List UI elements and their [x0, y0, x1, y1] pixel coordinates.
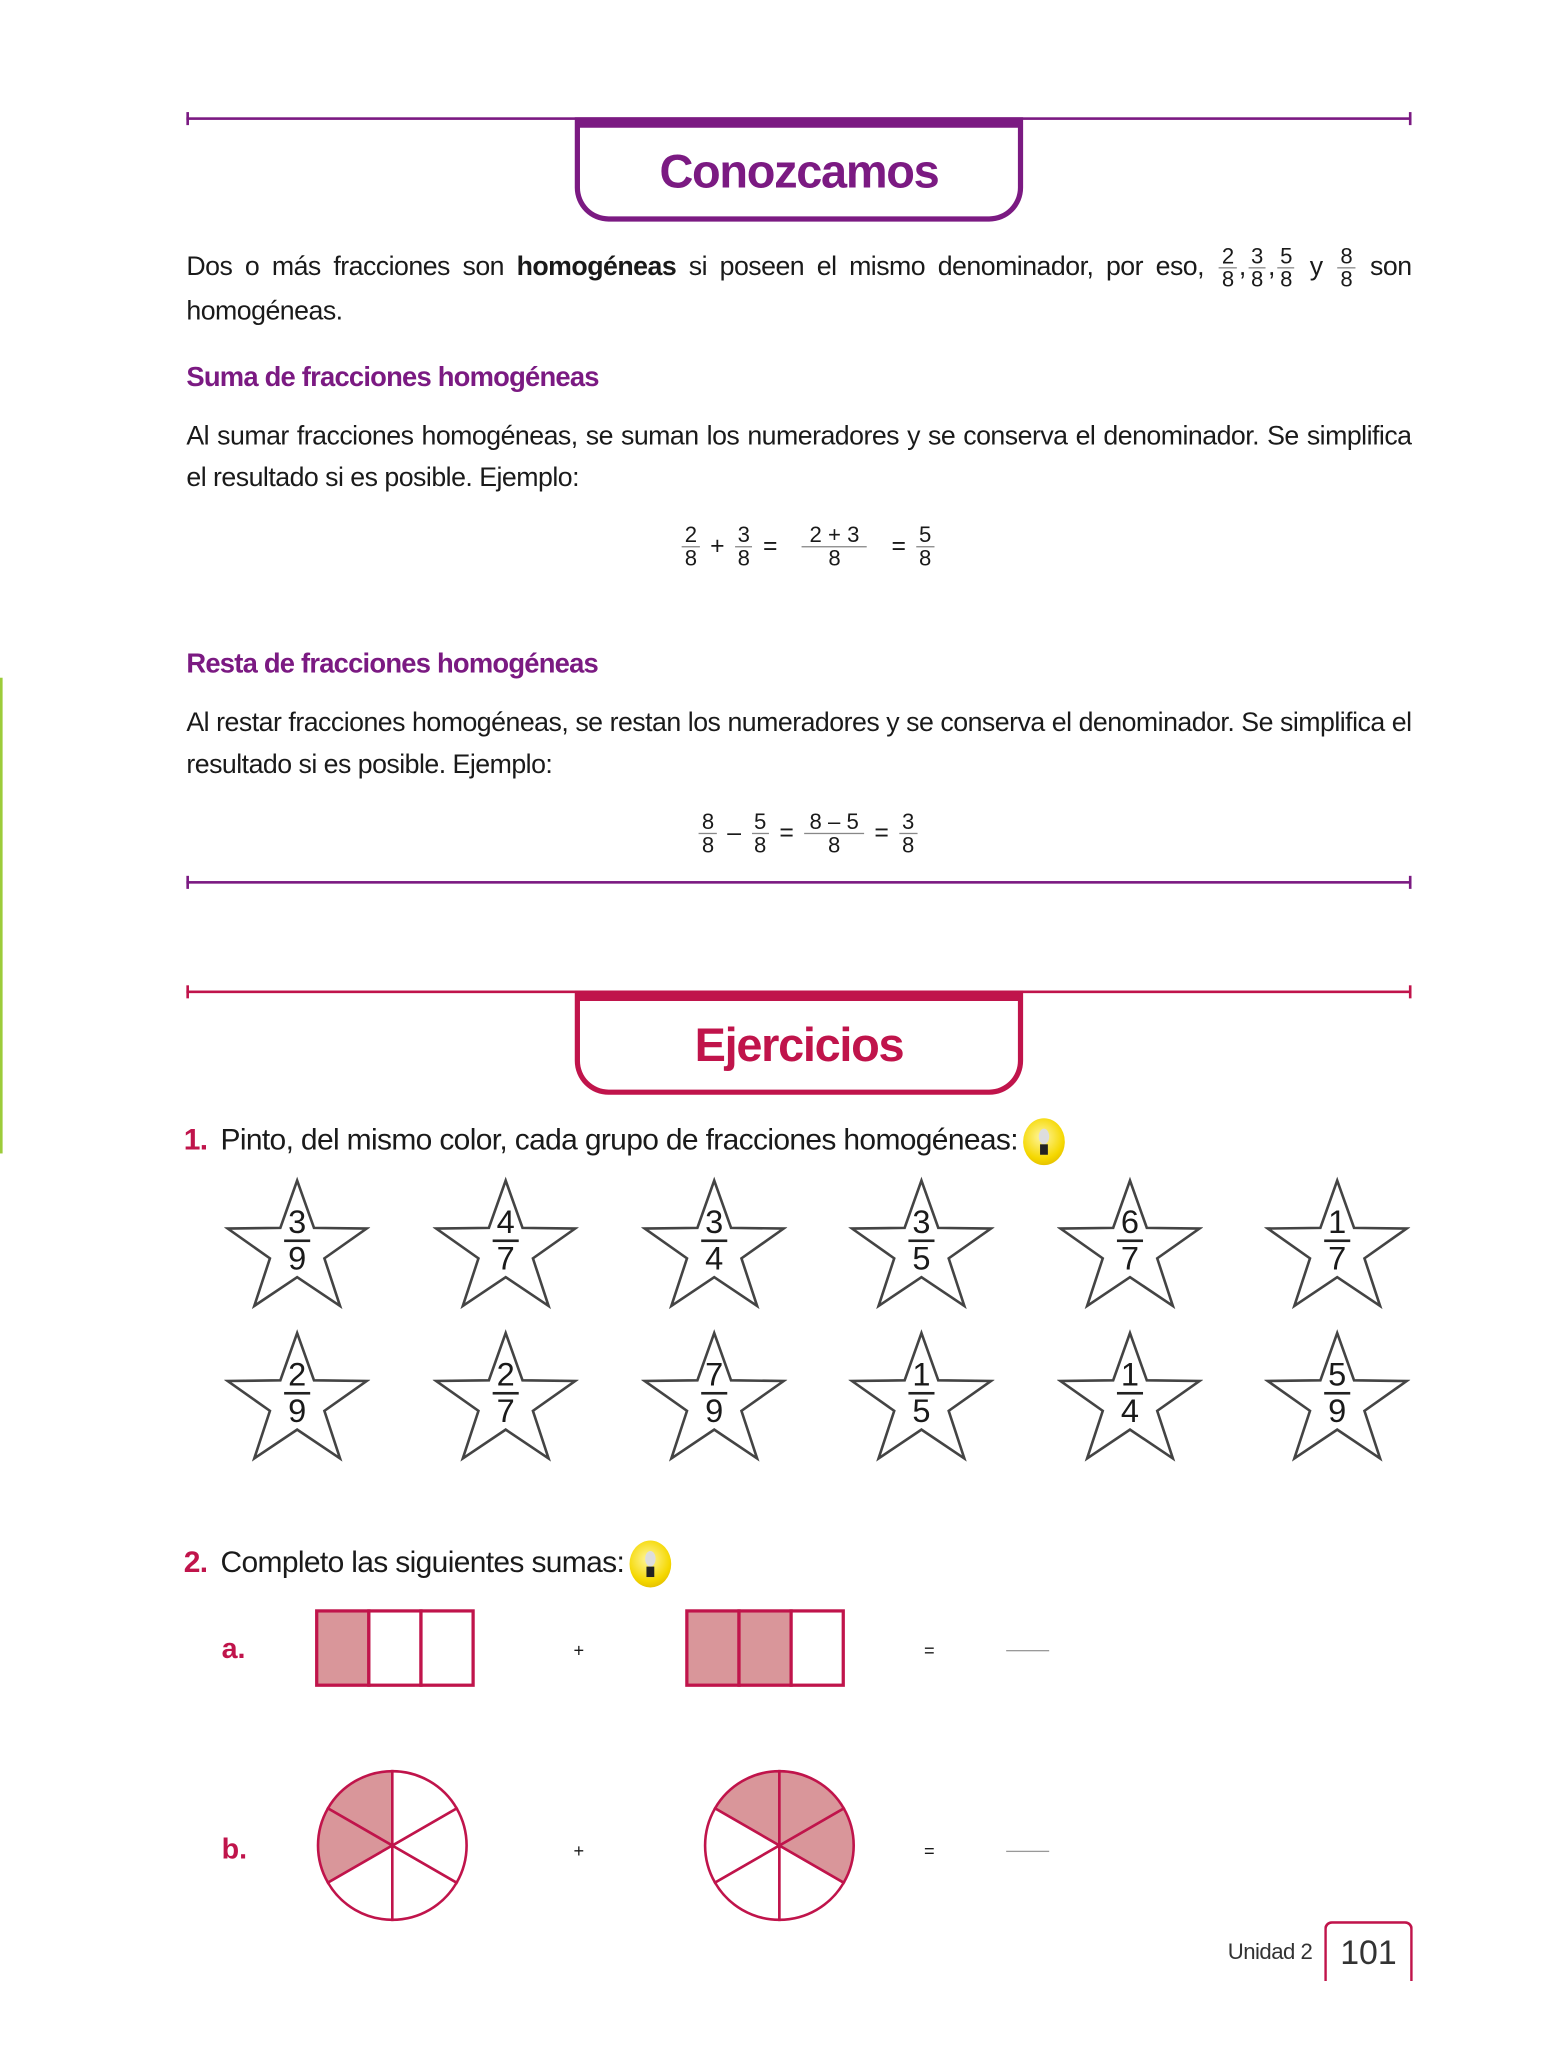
empty-part: [421, 1611, 473, 1685]
empty-part: [791, 1611, 843, 1685]
star-fraction: [848, 1358, 994, 1428]
denominator: 5: [912, 1240, 931, 1278]
equals-sign: =: [779, 819, 794, 847]
equals-sign: =: [924, 1639, 935, 1661]
answer-fraction-blank[interactable]: [1006, 1851, 1049, 1852]
fraction: [804, 811, 864, 857]
fraction-star[interactable]: [641, 1327, 787, 1468]
star-fraction: [641, 1358, 787, 1428]
fraction-star[interactable]: [1057, 1174, 1203, 1315]
numerator: 8: [1338, 245, 1355, 268]
suma-formula: [0, 524, 1564, 570]
intro-text-2: si poseen el mismo denominador, por eso,: [676, 251, 1217, 282]
fraction-star[interactable]: [1264, 1174, 1410, 1315]
numerator: 3: [908, 1206, 934, 1242]
numerator: 6: [1117, 1206, 1143, 1242]
denominator: 7: [496, 1393, 515, 1430]
numerator: 5: [1324, 1358, 1350, 1394]
star-fraction: [1264, 1358, 1410, 1428]
fraction: [802, 524, 868, 570]
shaded-part: [687, 1611, 739, 1685]
star-fraction: [224, 1358, 370, 1428]
item-label-b: b.: [221, 1832, 248, 1866]
equals-sign: =: [874, 819, 889, 847]
page-number: 101: [1324, 1921, 1413, 1981]
denominator: 9: [705, 1393, 724, 1430]
fraction-star[interactable]: [224, 1327, 370, 1468]
question-2: [184, 1541, 671, 1588]
comma: ,: [1267, 251, 1275, 282]
star-fraction: [848, 1206, 994, 1276]
question-number: 1.: [183, 1122, 208, 1157]
numerator: 3: [701, 1206, 727, 1242]
denominator: 7: [1120, 1240, 1140, 1278]
fraction: [1248, 245, 1265, 291]
question-text: Pinto, del mismo color, cada grupo de fracciones homogéneas:: [220, 1122, 1018, 1157]
empty-part: [369, 1611, 421, 1685]
comma: ,: [1238, 251, 1246, 282]
denominator: 9: [288, 1393, 307, 1430]
denominator: 5: [912, 1393, 931, 1430]
star-fraction: [433, 1206, 579, 1276]
denominator: 8: [737, 546, 751, 571]
suma-heading: Suma de fracciones homogéneas: [186, 362, 599, 393]
fraction: [1338, 245, 1355, 291]
question-number: 2.: [183, 1544, 208, 1579]
numerator: 2: [284, 1358, 310, 1394]
question-1: [184, 1118, 1065, 1165]
fraction: [699, 811, 717, 857]
numerator: 1: [908, 1358, 934, 1394]
section-title-ejercicios: Ejercicios: [575, 991, 1023, 1095]
fraction: [751, 811, 769, 857]
star-fraction: [224, 1206, 370, 1276]
lightbulb-icon: [629, 1541, 671, 1588]
bar-model-left: [314, 1608, 476, 1689]
question-text: Completo las siguientes sumas:: [220, 1544, 625, 1579]
intro-paragraph: [186, 245, 1411, 332]
denominator: 7: [1328, 1240, 1347, 1278]
intro-text: Dos o más fracciones son: [186, 251, 517, 282]
lightbulb-icon: [1023, 1118, 1065, 1165]
and-word: y: [1309, 251, 1323, 282]
resta-paragraph: Al restar fracciones homogéneas, se restan los numeradores y se conserva el denominador. Se simplifica el resultado si es posible. Ejemplo:: [186, 707, 1412, 780]
fraction-star[interactable]: [1264, 1327, 1410, 1468]
section-divider: [186, 881, 1411, 884]
numerator: 3: [1248, 245, 1265, 268]
intro-tail: son homogéneas.: [186, 251, 1412, 326]
numerator: 3: [284, 1206, 310, 1242]
numerator: 8: [699, 811, 717, 834]
numerator: 3: [735, 524, 753, 547]
numerator: 3: [899, 811, 917, 834]
denominator: 4: [705, 1240, 724, 1278]
numerator: 2: [1219, 245, 1236, 268]
equals-sign: =: [763, 532, 778, 560]
numerator: 4: [493, 1206, 519, 1242]
circle-model-right: [701, 1767, 857, 1923]
answer-fraction-blank[interactable]: [1006, 1650, 1049, 1651]
fraction: [899, 811, 917, 857]
denominator: 8: [1221, 267, 1234, 292]
equals-sign: =: [891, 532, 906, 560]
left-edge-strip: [0, 678, 3, 1154]
fraction: [1278, 245, 1295, 291]
denominator: 9: [1328, 1393, 1347, 1430]
denominator: 8: [754, 832, 767, 858]
plus-sign: +: [573, 1639, 585, 1661]
denominator: 8: [1280, 267, 1292, 292]
resta-heading: Resta de fracciones homogéneas: [186, 649, 598, 680]
denominator: 8: [901, 832, 915, 858]
numerator: 5: [916, 524, 934, 547]
fraction-star[interactable]: [848, 1327, 994, 1468]
fraction-star[interactable]: [433, 1327, 579, 1468]
shaded-part: [739, 1611, 791, 1685]
star-fraction: [1264, 1206, 1410, 1276]
fraction: [735, 524, 753, 570]
bar-model-right: [684, 1608, 846, 1689]
denominator: 8: [827, 832, 841, 858]
star-fraction: [1057, 1358, 1203, 1428]
intro-bold-term: homogéneas: [516, 251, 677, 282]
minus-sign: –: [727, 819, 741, 847]
section-title-conozcamos: Conozcamos: [575, 117, 1023, 221]
fraction: [1219, 245, 1236, 291]
equals-sign: =: [924, 1840, 935, 1862]
numerator: 7: [701, 1358, 727, 1394]
denominator: 9: [288, 1240, 307, 1278]
resta-formula: [0, 811, 1564, 857]
item-label-a: a.: [221, 1631, 246, 1665]
fraction-star[interactable]: [433, 1174, 579, 1315]
star-fraction: [641, 1206, 787, 1276]
suma-paragraph: Al sumar fracciones homogéneas, se suman los numeradores y se conserva el denominador. Se simplifica el resultado si es posible. Ejemplo:: [186, 420, 1412, 493]
denominator: 4: [1120, 1393, 1140, 1430]
shaded-part: [317, 1611, 369, 1685]
unit-label: Unidad 2: [1227, 1939, 1313, 1965]
denominator: 8: [828, 546, 841, 571]
denominator: 7: [496, 1240, 515, 1278]
denominator: 8: [1250, 267, 1263, 292]
star-fraction: [433, 1358, 579, 1428]
plus-sign: +: [710, 532, 725, 560]
numerator: 2: [493, 1358, 519, 1394]
fraction-star[interactable]: [224, 1174, 370, 1315]
numerator: 5: [1278, 245, 1295, 268]
numerator: 2: [682, 524, 700, 547]
denominator: 8: [684, 546, 698, 571]
fraction-star[interactable]: [641, 1174, 787, 1315]
numerator: 1: [1324, 1206, 1350, 1242]
numerator: 2 + 3: [802, 524, 868, 547]
numerator: 8 – 5: [804, 811, 864, 834]
denominator: 8: [701, 832, 715, 858]
numerator: 1: [1117, 1358, 1143, 1394]
fraction-star[interactable]: [848, 1174, 994, 1315]
fraction: [682, 524, 700, 570]
fraction-star[interactable]: [1057, 1327, 1203, 1468]
denominator: 8: [1340, 267, 1353, 292]
numerator: 5: [751, 811, 769, 834]
star-fraction: [1057, 1206, 1203, 1276]
fraction: [916, 524, 934, 570]
plus-sign: +: [573, 1840, 585, 1862]
circle-model-left: [314, 1767, 470, 1923]
denominator: 8: [918, 546, 932, 571]
